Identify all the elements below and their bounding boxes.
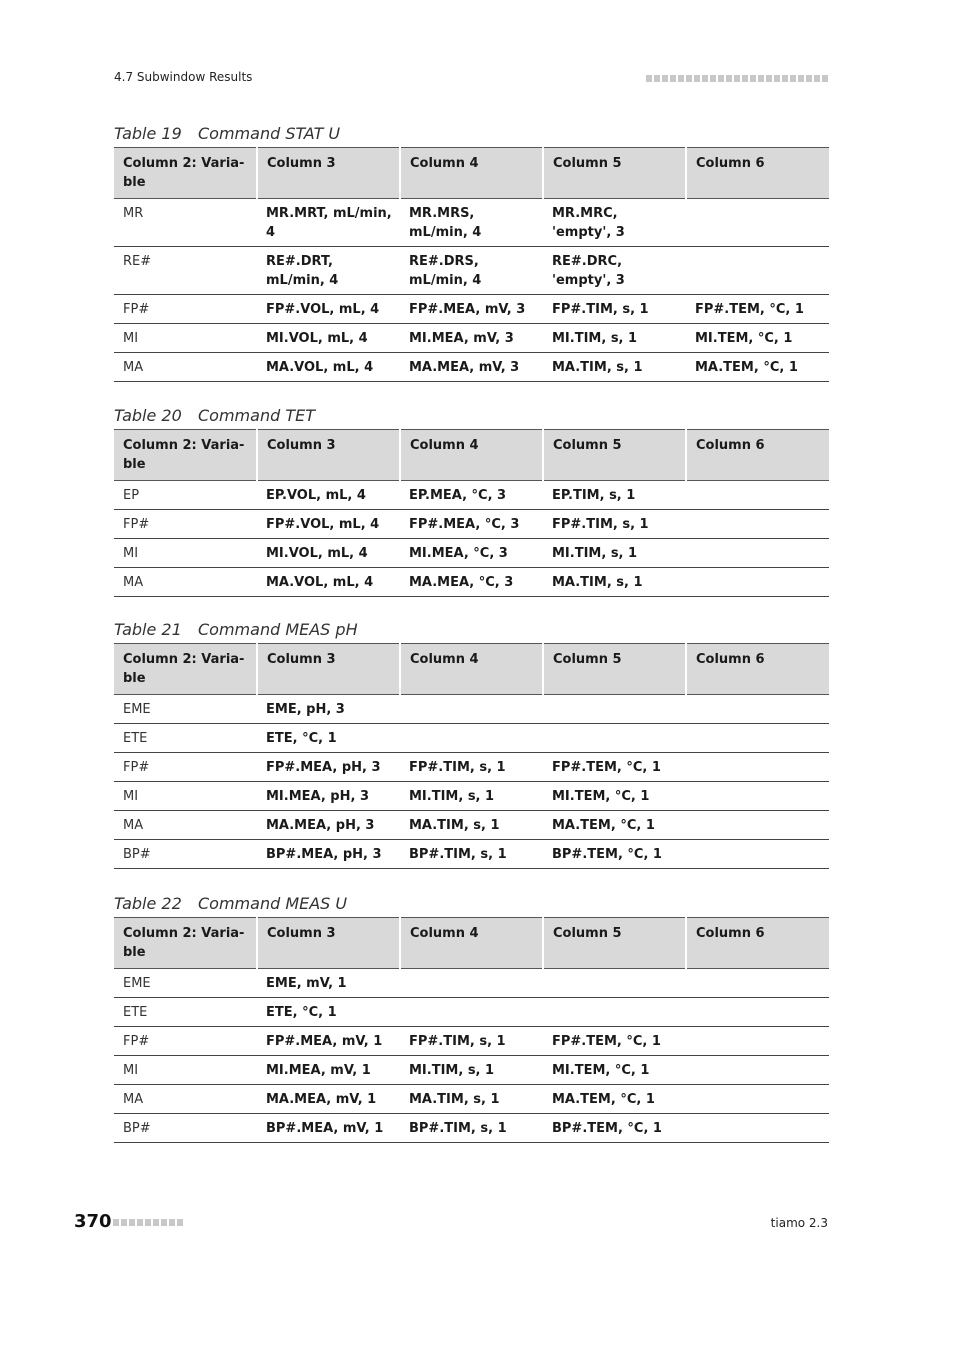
value-cell: [686, 695, 829, 724]
table-row: [114, 1027, 829, 1056]
variable-cell: BP#: [114, 840, 257, 869]
value-cell: MA.TIM, s, 1: [543, 568, 686, 597]
table-caption: [114, 121, 829, 147]
value-cell: BP#.MEA, mV, 1: [257, 1114, 400, 1143]
column-header: Column 6: [686, 430, 829, 481]
value-cell: BP#.TIM, s, 1: [400, 1114, 543, 1143]
variable-cell: EP: [114, 481, 257, 510]
variable-cell: FP#: [114, 753, 257, 782]
value-cell: [400, 969, 543, 998]
variable-cell: MA: [114, 353, 257, 382]
table-title: Command STAT U: [198, 124, 341, 143]
value-cell: MI.TIM, s, 1: [400, 1056, 543, 1085]
table-row: [114, 1114, 829, 1143]
table-number: Table 22: [114, 894, 182, 913]
column-header: Column 6: [686, 918, 829, 969]
value-cell: EME, pH, 3: [257, 695, 400, 724]
table-row: [114, 353, 829, 382]
value-cell: MI.MEA, mV, 3: [400, 324, 543, 353]
table-row: [114, 753, 829, 782]
table-19: [114, 121, 829, 382]
variable-cell: MA: [114, 1085, 257, 1114]
value-cell: RE#.DRC, 'empty', 3: [543, 247, 686, 295]
variable-cell: RE#: [114, 247, 257, 295]
value-cell: FP#.VOL, mL, 4: [257, 295, 400, 324]
table-row: [114, 811, 829, 840]
value-cell: MR.MRC, 'empty', 3: [543, 199, 686, 247]
value-cell: MI.TIM, s, 1: [543, 324, 686, 353]
value-cell: MR.MRS, mL/min, 4: [400, 199, 543, 247]
variable-cell: FP#: [114, 1027, 257, 1056]
value-cell: [686, 753, 829, 782]
column-header: Column 2: Varia- ble: [114, 644, 257, 695]
table-title: Command MEAS U: [198, 894, 348, 913]
value-cell: [686, 481, 829, 510]
value-cell: BP#.TEM, °C, 1: [543, 1114, 686, 1143]
value-cell: [400, 998, 543, 1027]
value-cell: MI.TIM, s, 1: [543, 539, 686, 568]
variable-cell: MI: [114, 1056, 257, 1085]
page-number: 370: [74, 1211, 112, 1232]
value-cell: MI.MEA, mV, 1: [257, 1056, 400, 1085]
value-cell: MA.TEM, °C, 1: [543, 811, 686, 840]
variable-cell: MA: [114, 568, 257, 597]
data-table: [114, 917, 829, 1143]
value-cell: FP#.MEA, pH, 3: [257, 753, 400, 782]
column-header: Column 5: [543, 430, 686, 481]
table-header-row: [114, 644, 829, 695]
value-cell: FP#.VOL, mL, 4: [257, 510, 400, 539]
table-row: [114, 969, 829, 998]
value-cell: MI.TEM, °C, 1: [543, 782, 686, 811]
table-header-row: [114, 430, 829, 481]
column-header: Column 6: [686, 148, 829, 199]
value-cell: RE#.DRT, mL/min, 4: [257, 247, 400, 295]
value-cell: FP#.MEA, mV, 1: [257, 1027, 400, 1056]
variable-cell: MA: [114, 811, 257, 840]
variable-cell: EME: [114, 695, 257, 724]
value-cell: [686, 510, 829, 539]
column-header: Column 5: [543, 644, 686, 695]
value-cell: RE#.DRS, mL/min, 4: [400, 247, 543, 295]
value-cell: [400, 695, 543, 724]
column-header: Column 2: Varia- ble: [114, 430, 257, 481]
header-decoration-dots: [646, 75, 828, 82]
table-number: Table 21: [114, 620, 182, 639]
table-row: [114, 695, 829, 724]
table-row: [114, 840, 829, 869]
value-cell: [543, 724, 686, 753]
value-cell: [543, 695, 686, 724]
data-table: [114, 643, 829, 869]
column-header: Column 3: [257, 430, 400, 481]
table-row: [114, 1085, 829, 1114]
table-number: Table 19: [114, 124, 182, 143]
column-header: Column 4: [400, 918, 543, 969]
value-cell: [686, 1085, 829, 1114]
table-caption: [114, 891, 829, 917]
table-row: [114, 481, 829, 510]
column-header: Column 4: [400, 430, 543, 481]
variable-cell: MI: [114, 324, 257, 353]
value-cell: EP.TIM, s, 1: [543, 481, 686, 510]
value-cell: MI.TEM, °C, 1: [543, 1056, 686, 1085]
column-header: Column 3: [257, 918, 400, 969]
value-cell: MI.VOL, mL, 4: [257, 324, 400, 353]
value-cell: [686, 782, 829, 811]
value-cell: MA.MEA, °C, 3: [400, 568, 543, 597]
value-cell: [543, 969, 686, 998]
value-cell: MI.MEA, pH, 3: [257, 782, 400, 811]
table-row: [114, 568, 829, 597]
value-cell: [686, 998, 829, 1027]
table-row: [114, 1056, 829, 1085]
table-caption: [114, 403, 829, 429]
value-cell: MA.TIM, s, 1: [400, 1085, 543, 1114]
value-cell: FP#.TIM, s, 1: [543, 295, 686, 324]
table-22: [114, 891, 829, 1143]
table-row: [114, 295, 829, 324]
value-cell: FP#.TIM, s, 1: [400, 753, 543, 782]
value-cell: EME, mV, 1: [257, 969, 400, 998]
value-cell: [686, 1027, 829, 1056]
value-cell: [686, 568, 829, 597]
variable-cell: EME: [114, 969, 257, 998]
value-cell: MR.MRT, mL/min, 4: [257, 199, 400, 247]
value-cell: ETE, °C, 1: [257, 998, 400, 1027]
value-cell: MA.VOL, mL, 4: [257, 353, 400, 382]
product-name: tiamo 2.3: [770, 1216, 828, 1230]
table-number: Table 20: [114, 406, 182, 425]
value-cell: MA.TEM, °C, 1: [543, 1085, 686, 1114]
value-cell: FP#.TEM, °C, 1: [543, 753, 686, 782]
variable-cell: FP#: [114, 295, 257, 324]
variable-cell: ETE: [114, 998, 257, 1027]
table-row: [114, 782, 829, 811]
value-cell: BP#.MEA, pH, 3: [257, 840, 400, 869]
data-table: [114, 147, 829, 382]
value-cell: [400, 724, 543, 753]
footer-decoration-dots: [113, 1219, 183, 1226]
value-cell: [686, 969, 829, 998]
column-header: Column 5: [543, 148, 686, 199]
table-header-row: [114, 918, 829, 969]
value-cell: MA.TIM, s, 1: [400, 811, 543, 840]
value-cell: [686, 724, 829, 753]
column-header: Column 3: [257, 148, 400, 199]
variable-cell: MR: [114, 199, 257, 247]
variable-cell: ETE: [114, 724, 257, 753]
variable-cell: MI: [114, 782, 257, 811]
value-cell: [686, 840, 829, 869]
column-header: Column 5: [543, 918, 686, 969]
value-cell: [686, 1114, 829, 1143]
value-cell: [686, 199, 829, 247]
table-row: [114, 539, 829, 568]
value-cell: MI.TEM, °C, 1: [686, 324, 829, 353]
value-cell: MA.VOL, mL, 4: [257, 568, 400, 597]
value-cell: FP#.MEA, °C, 3: [400, 510, 543, 539]
value-cell: FP#.TEM, °C, 1: [686, 295, 829, 324]
value-cell: MA.MEA, mV, 1: [257, 1085, 400, 1114]
table-header-row: [114, 148, 829, 199]
table-row: [114, 510, 829, 539]
value-cell: FP#.TIM, s, 1: [400, 1027, 543, 1056]
value-cell: FP#.TEM, °C, 1: [543, 1027, 686, 1056]
value-cell: MI.VOL, mL, 4: [257, 539, 400, 568]
running-header-section: 4.7 Subwindow Results: [114, 70, 253, 84]
table-20: [114, 403, 829, 597]
value-cell: MA.MEA, mV, 3: [400, 353, 543, 382]
column-header: Column 2: Varia- ble: [114, 918, 257, 969]
column-header: Column 4: [400, 148, 543, 199]
value-cell: FP#.TIM, s, 1: [543, 510, 686, 539]
table-row: [114, 724, 829, 753]
table-row: [114, 324, 829, 353]
value-cell: MA.MEA, pH, 3: [257, 811, 400, 840]
variable-cell: FP#: [114, 510, 257, 539]
table-21: [114, 617, 829, 869]
table-row: [114, 247, 829, 295]
value-cell: [686, 539, 829, 568]
variable-cell: MI: [114, 539, 257, 568]
value-cell: BP#.TEM, °C, 1: [543, 840, 686, 869]
value-cell: FP#.MEA, mV, 3: [400, 295, 543, 324]
data-table: [114, 429, 829, 597]
value-cell: [686, 1056, 829, 1085]
value-cell: BP#.TIM, s, 1: [400, 840, 543, 869]
table-caption: [114, 617, 829, 643]
table-title: Command MEAS pH: [198, 620, 358, 639]
value-cell: MI.TIM, s, 1: [400, 782, 543, 811]
value-cell: EP.VOL, mL, 4: [257, 481, 400, 510]
column-header: Column 2: Varia- ble: [114, 148, 257, 199]
table-title: Command TET: [198, 406, 315, 425]
value-cell: MI.MEA, °C, 3: [400, 539, 543, 568]
table-row: [114, 199, 829, 247]
column-header: Column 6: [686, 644, 829, 695]
value-cell: MA.TEM, °C, 1: [686, 353, 829, 382]
value-cell: [686, 247, 829, 295]
value-cell: EP.MEA, °C, 3: [400, 481, 543, 510]
column-header: Column 4: [400, 644, 543, 695]
value-cell: ETE, °C, 1: [257, 724, 400, 753]
value-cell: [543, 998, 686, 1027]
column-header: Column 3: [257, 644, 400, 695]
value-cell: MA.TIM, s, 1: [543, 353, 686, 382]
variable-cell: BP#: [114, 1114, 257, 1143]
value-cell: [686, 811, 829, 840]
table-row: [114, 998, 829, 1027]
